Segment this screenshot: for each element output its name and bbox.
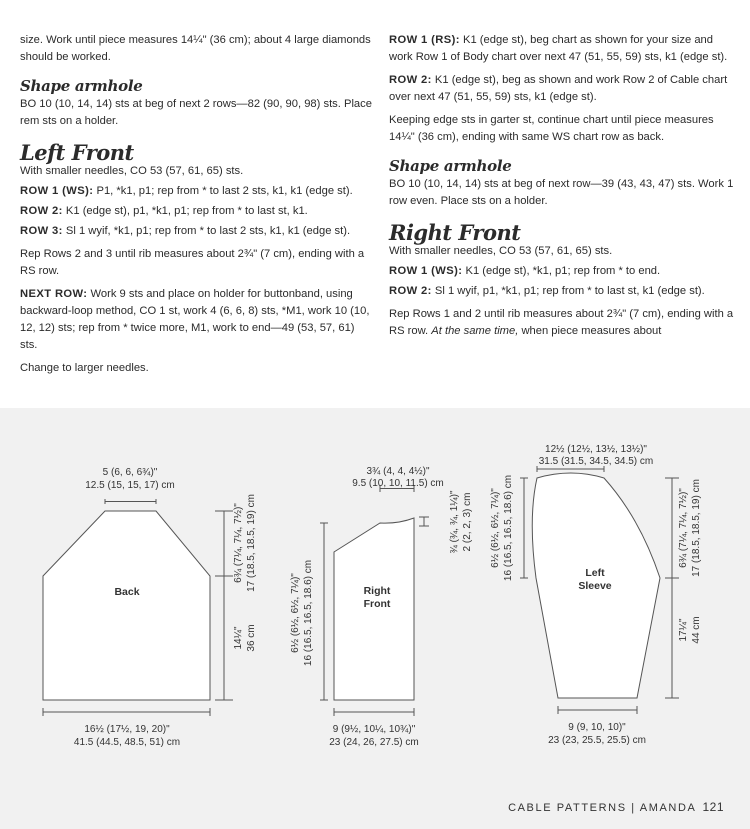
right-front-bottom-cm: 23 (24, 26, 27.5) cm <box>329 737 419 748</box>
left-sleeve-length-cm: 44 cm <box>691 616 702 644</box>
rep-rows-paragraph: Rep Rows 2 and 3 until rib measures about 2¾" (7 cm), ending with a RS row. <box>20 248 365 277</box>
back-label: Back <box>114 586 140 598</box>
row-instruction: Sl 1 wyif, p1, *k1, p1; rep from * to last st, k1 (edge st). <box>431 285 705 297</box>
left-sleeve-top-cm: 31.5 (31.5, 34.5, 34.5) cm <box>538 456 654 467</box>
right-front-cast-on: With smaller needles, CO 53 (57, 61, 65) sts. <box>389 245 613 257</box>
right-front-row-2 <box>389 283 734 300</box>
at-same-time-italic: At the same time, <box>431 325 519 337</box>
left-sleeve-right-cap-inches: 6¾ (7¼, 7¼, 7½)" <box>678 488 689 568</box>
shape-armhole-paragraph: BO 10 (10, 14, 14) sts at beg of next row—39 (43, 43, 47) sts. Work 1 row even. Place sts on a holder. <box>389 178 734 207</box>
left-front-heading: Left Front <box>20 140 134 165</box>
back-body-inches: 14¼" <box>233 626 244 650</box>
right-front-left-inches: 6½ (6½, 6½, 7¼)" <box>290 573 301 653</box>
back-bottom-cm: 41.5 (44.5, 48.5, 51) cm <box>73 737 181 748</box>
right-text-column <box>389 32 734 346</box>
back-armhole-cm: 17 (18.5, 18.5, 19) cm <box>246 494 257 592</box>
row-label: ROW 1 (RS): <box>389 34 460 46</box>
back-outline <box>43 511 210 700</box>
right-front-label-line-2: Front <box>363 598 391 610</box>
back-armhole-inches: 6¾ (7¼, 7¼, 7½)" <box>233 503 244 583</box>
row-instruction: K1 (edge st), p1, *k1, p1; rep from * to last st, k1. <box>62 205 308 217</box>
row-label: ROW 2: <box>389 285 432 297</box>
page-number: 121 <box>702 800 724 814</box>
right-front-rep-paragraph <box>389 306 734 340</box>
row-label: ROW 2: <box>389 74 432 86</box>
left-front-cast-on: With smaller needles, CO 53 (57, 61, 65) sts. <box>20 165 244 177</box>
left-sleeve-cap-cm: 16 (16.5, 16.5, 18.6) cm <box>503 474 514 582</box>
change-needles-paragraph: Change to larger needles. <box>20 362 149 374</box>
left-front-row-1 <box>20 183 372 200</box>
row-instruction: Sl 1 wyif, *k1, p1; rep from * to last 2 sts, k1, k1 (edge st). <box>62 225 351 237</box>
right-front-top-cm: 9.5 (10, 10, 11.5) cm <box>352 478 444 489</box>
row-instruction: K1 (edge st), *k1, p1; rep from * to end. <box>462 265 661 277</box>
shape-armhole-heading: Shape armhole <box>389 157 512 175</box>
body-row-2 <box>389 72 734 106</box>
shape-armhole-heading: Shape armhole <box>20 77 143 95</box>
row-instruction: K1 (edge st), beg as shown and work Row 2 of Cable chart over next 47 (51, 55, 59) sts, k1 (edge st). <box>389 74 728 103</box>
left-text-column <box>20 32 372 383</box>
back-bottom-inches: 16½ (17½, 19, 20)" <box>84 724 170 735</box>
left-sleeve-bottom-inches: 9 (9, 10, 10)" <box>568 722 626 733</box>
right-front-heading: Right Front <box>389 220 521 245</box>
row-instruction: Work 9 sts and place on holder for buttonband, using backward-loop method, CO 1 st, work 4 (6, 6, 8) sts, *M1, work 10 (10, 12, 12) sts; rep from * twice more, M1, work to end—49 (53, 57, 61) sts. <box>20 288 370 351</box>
left-sleeve-label-line-1: Left <box>585 567 605 579</box>
continued-paragraph: size. Work until piece measures 14¼" (36 cm); about 4 large diamonds should be worked. <box>20 34 371 63</box>
page-footer <box>508 800 724 814</box>
left-front-row-3 <box>20 223 372 240</box>
row-label: ROW 1 (WS): <box>20 185 94 197</box>
left-front-row-2 <box>20 203 372 220</box>
running-head: CABLE PATTERNS | AMANDA <box>508 802 697 814</box>
left-sleeve-right-cap-cm: 17 (18.5, 18.5, 19) cm <box>691 479 702 577</box>
schematic-drawings <box>0 408 750 829</box>
rep-tail: when piece measures about <box>518 325 662 337</box>
right-front-bottom-inches: 9 (9½, 10¼, 10¾)" <box>332 724 416 735</box>
next-row-paragraph <box>20 286 372 354</box>
row-label: ROW 3: <box>20 225 63 237</box>
right-front-neck-inches: ¾ (¾, ¾, 1¼)" <box>449 490 460 554</box>
rep-text: Rep Rows 1 and 2 until rib measures about 2¾" (7 cm), ending with a RS row. <box>389 308 734 337</box>
right-front-left-cm: 16 (16.5, 16.5, 18.6) cm <box>303 559 314 667</box>
right-front-label-line-1: Right <box>363 585 391 597</box>
back-top-cm: 12.5 (15, 15, 17) cm <box>85 480 175 491</box>
left-sleeve-bottom-cm: 23 (23, 25.5, 25.5) cm <box>548 735 646 746</box>
schematic-panel <box>0 408 750 829</box>
right-front-top-inches: 3¾ (4, 4, 4½)" <box>366 466 430 477</box>
left-sleeve-label-line-2: Sleeve <box>578 580 612 592</box>
left-sleeve-top-inches: 12½ (12½, 13½, 13½)" <box>545 444 647 455</box>
body-row-1 <box>389 32 734 66</box>
row-label: ROW 2: <box>20 205 63 217</box>
right-front-neck-cm: 2 (2, 2, 3) cm <box>462 492 473 552</box>
row-instruction: P1, *k1, p1; rep from * to last 2 sts, k1, k1 (edge st). <box>93 185 353 197</box>
right-front-row-1 <box>389 263 734 280</box>
left-sleeve-cap-inches: 6½ (6½, 6½, 7¼)" <box>490 488 501 568</box>
left-sleeve-length-inches: 17¼" <box>678 618 689 642</box>
shape-armhole-paragraph: BO 10 (10, 14, 14) sts at beg of next 2 rows—82 (90, 90, 98) sts. Place rem sts on a holder. <box>20 98 372 127</box>
back-body-cm: 36 cm <box>246 624 257 652</box>
keep-edge-paragraph: Keeping edge sts in garter st, continue chart until piece measures 14¼" (36 cm), ending with same WS chart row as back. <box>389 114 714 143</box>
row-label: ROW 1 (WS): <box>389 265 463 277</box>
back-top-inches: 5 (6, 6, 6¾)" <box>102 467 158 478</box>
row-label: NEXT ROW: <box>20 288 88 300</box>
row-instruction: K1 (edge st), beg chart as shown for your size and work Row 1 of Body chart over next 47 (51, 55, 59) sts, k1 (edge st). <box>389 34 728 63</box>
